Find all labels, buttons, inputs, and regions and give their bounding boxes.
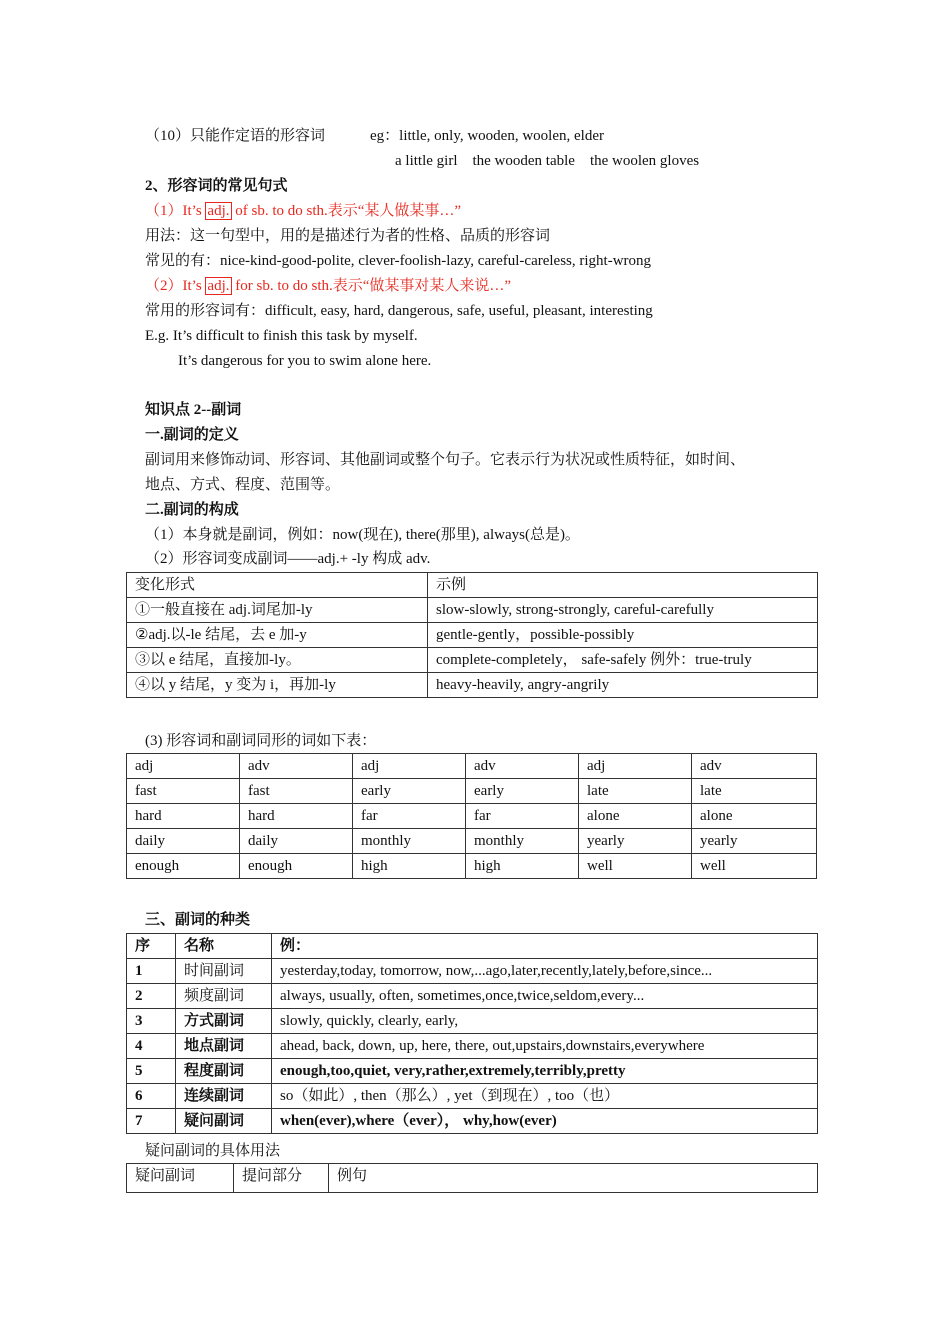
pattern-1-line bbox=[145, 201, 461, 221]
table-header-cell: 例： bbox=[272, 934, 818, 959]
table-cell: late bbox=[579, 779, 692, 804]
table-row bbox=[127, 598, 818, 623]
table-cell: yearly bbox=[579, 829, 692, 854]
table-header-cell: 示例 bbox=[428, 573, 818, 598]
table-cell: fast bbox=[240, 779, 353, 804]
definition-line-1: 副词用来修饰动词、形容词、其他副词或整个句子。它表示行为状况或性质特征，如时间、 bbox=[145, 452, 746, 468]
same-form-caption: (3) 形容词和副词同形的词如下表： bbox=[145, 733, 377, 749]
table-cell: so（如此）, then（那么）, yet（到现在）, too（也） bbox=[272, 1084, 818, 1109]
table-row bbox=[127, 804, 817, 829]
table-cell: ②adj.以-le 结尾，去 e 加-y bbox=[127, 623, 428, 648]
table-header-cell: adv bbox=[692, 754, 817, 779]
table-row bbox=[127, 623, 818, 648]
table-cell: daily bbox=[127, 829, 240, 854]
table-cell: ④以 y 结尾，y 变为 i，再加-ly bbox=[127, 673, 428, 698]
table-cell: 5 bbox=[127, 1059, 176, 1084]
table-header-cell: adj bbox=[353, 754, 466, 779]
table-cell: enough bbox=[240, 854, 353, 879]
table-cell: heavy-heavily, angry-angrily bbox=[428, 673, 818, 698]
table-header-cell: 例句 bbox=[329, 1164, 818, 1193]
table-row bbox=[127, 1009, 818, 1034]
table-cell: yesterday,today, tomorrow, now,...ago,later,recently,lately,before,since... bbox=[272, 959, 818, 984]
table-header-cell: adv bbox=[240, 754, 353, 779]
table-header-cell: adj bbox=[579, 754, 692, 779]
table-cell: far bbox=[353, 804, 466, 829]
table-cell: 7 bbox=[127, 1109, 176, 1134]
table-cell: ③以 e 结尾，直接加-ly。 bbox=[127, 648, 428, 673]
table-cell: 频度副词 bbox=[176, 984, 272, 1009]
table-cell: 3 bbox=[127, 1009, 176, 1034]
pattern-2-prefix: （2）It’s bbox=[145, 278, 206, 294]
table-cell: 程度副词 bbox=[176, 1059, 272, 1084]
table-cell: ahead, back, down, up, here, there, out,upstairs,downstairs,everywhere bbox=[272, 1034, 818, 1059]
pattern-2-suffix: for sb. to do sth.表示“做某事对某人来说…” bbox=[231, 278, 512, 294]
table-row bbox=[127, 648, 818, 673]
table-row bbox=[127, 984, 818, 1009]
definition-heading: 一.副词的定义 bbox=[145, 427, 239, 443]
table-row bbox=[127, 1034, 818, 1059]
example-2: It’s dangerous for you to swim alone here. bbox=[178, 353, 432, 369]
table-cell: 1 bbox=[127, 959, 176, 984]
table-row bbox=[127, 673, 818, 698]
table-cell: 地点副词 bbox=[176, 1034, 272, 1059]
pattern-1-suffix: of sb. to do sth.表示“某人做某事…” bbox=[231, 203, 462, 219]
table-cell: fast bbox=[127, 779, 240, 804]
table-row bbox=[127, 1059, 818, 1084]
table-header-row bbox=[127, 1164, 818, 1193]
table-cell: high bbox=[353, 854, 466, 879]
table-row bbox=[127, 959, 818, 984]
table-cell: well bbox=[579, 854, 692, 879]
table-cell: 连续副词 bbox=[176, 1084, 272, 1109]
table-cell: well bbox=[692, 854, 817, 879]
table-cell: 时间副词 bbox=[176, 959, 272, 984]
pattern-1-prefix: （1）It’s bbox=[145, 203, 206, 219]
table-header-row bbox=[127, 934, 818, 959]
table-cell: high bbox=[466, 854, 579, 879]
table-cell: far bbox=[466, 804, 579, 829]
table-header-cell: 提问部分 bbox=[234, 1164, 329, 1193]
table-header-cell: 变化形式 bbox=[127, 573, 428, 598]
table-cell: enough bbox=[127, 854, 240, 879]
pattern-2-adj-box: adj. bbox=[207, 278, 230, 294]
formation-2: （2）形容词变成副词——adj.+ -ly 构成 adv. bbox=[145, 551, 431, 567]
line-10-phrases: a little girl the wooden table the woolen gloves bbox=[395, 153, 700, 169]
table-cell: early bbox=[466, 779, 579, 804]
table-row bbox=[127, 1109, 818, 1134]
table-header-cell: adv bbox=[466, 754, 579, 779]
table-row bbox=[127, 1084, 818, 1109]
table-cell: yearly bbox=[692, 829, 817, 854]
table-header-cell: adj bbox=[127, 754, 240, 779]
table-cell: ①一般直接在 adj.词尾加-ly bbox=[127, 598, 428, 623]
table-cell: when(ever),where（ever）， why,how(ever) bbox=[272, 1109, 818, 1134]
example-1: E.g. It’s difficult to finish this task by myself. bbox=[145, 328, 418, 344]
knowledge-point-2-title: 知识点 2--副词 bbox=[145, 402, 242, 418]
pattern-1-adj-box: adj. bbox=[207, 203, 230, 219]
table-cell: always, usually, often, sometimes,once,twice,seldom,every... bbox=[272, 984, 818, 1009]
interrogative-usage-caption: 疑问副词的具体用法 bbox=[145, 1143, 281, 1159]
section-2-heading: 2、形容词的常见句式 bbox=[145, 178, 288, 194]
same-form-table bbox=[126, 753, 817, 879]
table-cell: slowly, quickly, clearly, early, bbox=[272, 1009, 818, 1034]
table-cell: 疑问副词 bbox=[176, 1109, 272, 1134]
table-cell: hard bbox=[240, 804, 353, 829]
table-row bbox=[127, 854, 817, 879]
table-header-cell: 序 bbox=[127, 934, 176, 959]
table-cell: alone bbox=[692, 804, 817, 829]
adverb-types-heading: 三、副词的种类 bbox=[145, 912, 251, 928]
table-cell: late bbox=[692, 779, 817, 804]
table-header-cell: 名称 bbox=[176, 934, 272, 959]
table-cell: 4 bbox=[127, 1034, 176, 1059]
common-adjectives-2: 常用的形容词有：difficult, easy, hard, dangerous, safe, useful, pleasant, interesting bbox=[145, 303, 653, 319]
table-cell: 2 bbox=[127, 984, 176, 1009]
table-cell: 6 bbox=[127, 1084, 176, 1109]
pattern-2-line bbox=[145, 276, 511, 296]
table-header-row bbox=[127, 573, 818, 598]
table-row bbox=[127, 779, 817, 804]
table-cell: complete-completely， safe-safely 例外：true-truly bbox=[428, 648, 818, 673]
table-cell: enough,too,quiet, very,rather,extremely,terribly,pretty bbox=[272, 1059, 818, 1084]
table-cell: alone bbox=[579, 804, 692, 829]
formation-heading: 二.副词的构成 bbox=[145, 502, 239, 518]
table-cell: monthly bbox=[466, 829, 579, 854]
table-cell: 方式副词 bbox=[176, 1009, 272, 1034]
table-header-cell: 疑问副词 bbox=[127, 1164, 234, 1193]
table-cell: hard bbox=[127, 804, 240, 829]
table-cell: daily bbox=[240, 829, 353, 854]
table-cell: gentle-gently，possible-possibly bbox=[428, 623, 818, 648]
table-header-row bbox=[127, 754, 817, 779]
table-cell: monthly bbox=[353, 829, 466, 854]
formation-1: （1）本身就是副词，例如：now(现在), there(那里), always(总是)。 bbox=[145, 527, 580, 543]
table-cell: early bbox=[353, 779, 466, 804]
table-row bbox=[127, 829, 817, 854]
definition-line-2: 地点、方式、程度、范围等。 bbox=[145, 477, 341, 493]
line-10-label: （10）只能作定语的形容词 bbox=[145, 128, 326, 144]
adverb-types-table bbox=[126, 933, 818, 1134]
table-cell: slow-slowly, strong-strongly, careful-carefully bbox=[428, 598, 818, 623]
interrogative-usage-table bbox=[126, 1163, 818, 1193]
common-adjectives-1: 常见的有：nice-kind-good-polite, clever-foolish-lazy, careful-careless, right-wrong bbox=[145, 253, 652, 269]
usage-line: 用法：这一句型中，用的是描述行为者的性格、品质的形容词 bbox=[145, 228, 551, 244]
formation-table bbox=[126, 572, 818, 698]
line-10-examples: eg：little, only, wooden, woolen, elder bbox=[370, 128, 604, 144]
